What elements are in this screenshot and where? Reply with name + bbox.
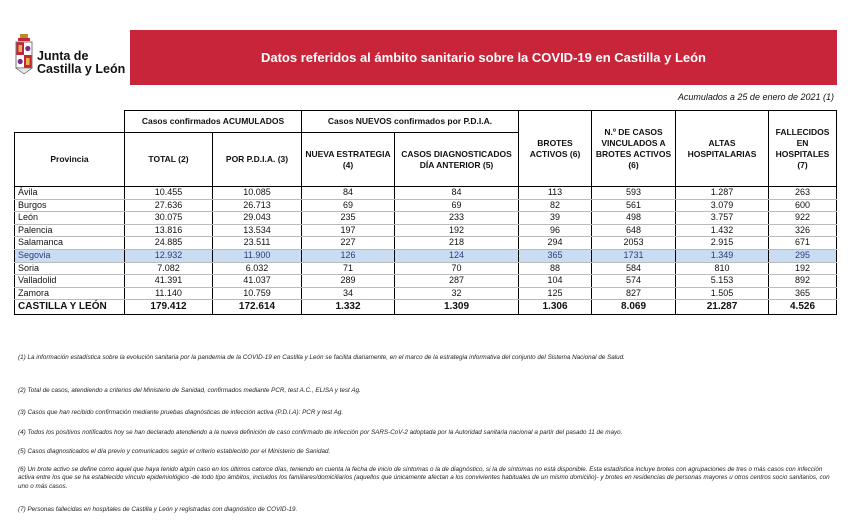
total-brotes: 1.306 [519, 300, 592, 315]
cell-brotes: 96 [519, 224, 592, 237]
cell-nueva: 197 [302, 224, 395, 237]
cell-provincia: León [15, 212, 125, 225]
group-header-nuevos: Casos NUEVOS confirmados por P.D.I.A. [302, 111, 519, 133]
cell-pdia: 41.037 [213, 275, 302, 288]
cell-total: 24.885 [125, 237, 213, 250]
cell-altas: 5.153 [676, 275, 769, 288]
table-row [15, 237, 837, 250]
header-vinculados: N.º DE CASOS VINCULADOS A BROTES ACTIVOS (6) [592, 111, 676, 187]
cell-vinculados: 498 [592, 212, 676, 225]
cell-fallecidos: 600 [769, 199, 837, 212]
table-row [15, 249, 837, 262]
cell-fallecidos: 922 [769, 212, 837, 225]
cell-total: 13.816 [125, 224, 213, 237]
footnote-3: (3) Casos que han recibido confirmación mediante pruebas diagnósticas de infección activa (P.D.I.A): PCR y test Ag. [18, 409, 344, 416]
footnote-2: (2) Total de casos, atendiendo a criterios del Ministerio de Sanidad, confirmados mediante PCR, test A.C., ELISA y test Ag. [18, 387, 361, 394]
header-casos-diagnosticados: CASOS DIAGNOSTICADOS DÍA ANTERIOR (5) [395, 133, 519, 187]
cell-casos-diag: 124 [395, 249, 519, 262]
cell-fallecidos: 263 [769, 187, 837, 200]
title-banner [130, 30, 837, 85]
table-row [15, 199, 837, 212]
cell-brotes: 82 [519, 199, 592, 212]
cell-nueva: 126 [302, 249, 395, 262]
table-row [15, 187, 837, 200]
cell-total: 41.391 [125, 275, 213, 288]
cell-pdia: 29.043 [213, 212, 302, 225]
cell-vinculados: 827 [592, 287, 676, 300]
cell-provincia: Ávila [15, 187, 125, 200]
header-altas: ALTAS HOSPITALARIAS [676, 111, 769, 187]
cell-brotes: 39 [519, 212, 592, 225]
cell-altas: 2.915 [676, 237, 769, 250]
cell-altas: 1.287 [676, 187, 769, 200]
coat-of-arms-icon [14, 34, 34, 78]
banner-title: Datos referidos al ámbito sanitario sobre la COVID-19 en Castilla y León [260, 50, 706, 65]
total-altas: 21.287 [676, 300, 769, 315]
footnote-5: (5) Casos diagnosticados el día previo y comunicados según el criterio establecido por el Ministerio de Sanidad. [18, 448, 331, 455]
cell-pdia: 11.900 [213, 249, 302, 262]
table-row [15, 287, 837, 300]
cell-altas: 1.505 [676, 287, 769, 300]
cell-provincia: Salamanca [15, 237, 125, 250]
cell-brotes: 104 [519, 275, 592, 288]
cell-pdia: 26.713 [213, 199, 302, 212]
header-provincia: Provincia [15, 133, 125, 187]
cell-total: 7.082 [125, 262, 213, 275]
cell-fallecidos: 892 [769, 275, 837, 288]
total-nueva: 1.332 [302, 300, 395, 315]
cell-nueva: 227 [302, 237, 395, 250]
cell-pdia: 6.032 [213, 262, 302, 275]
cell-total: 12.932 [125, 249, 213, 262]
footnote-6: (6) Un brote activo se define como aquel que haya tenido algún caso en los últimos catorce días, teniendo en cuenta la fecha de inicio de síntomas o la de diagnóstico, si la de síntomas no está disponible. Esta estadística incluye brotes con agrupaciones de tres o más casos con infección activa entre los que se ha establecido vínculo epidemiológico -de todo tipo ámbitos, incluidos los familiares/domiciliarios (aquellos que únicamente afectan a los convivientes habituales de un mismo domicilio)- y brotes en residencias de personas mayores u otros centros socio sanitarios, con uno o más casos. [18, 466, 830, 490]
cell-pdia: 23.511 [213, 237, 302, 250]
logo-text [37, 50, 125, 76]
cell-nueva: 289 [302, 275, 395, 288]
cell-nueva: 84 [302, 187, 395, 200]
cell-casos-diag: 233 [395, 212, 519, 225]
cell-nueva: 69 [302, 199, 395, 212]
footnote-1: (1) La información estadística sobre la evolución sanitaria por la pandemia de la COVID-19 en Castilla y León se facilita diariamente, en el marco de la estrategia informativa del conjunto del Sistema Nacional de Salud. [18, 354, 625, 361]
total-row [15, 300, 837, 315]
cell-altas: 810 [676, 262, 769, 275]
cell-vinculados: 648 [592, 224, 676, 237]
cell-provincia: Zamora [15, 287, 125, 300]
cell-total: 30.075 [125, 212, 213, 225]
cell-casos-diag: 192 [395, 224, 519, 237]
cell-vinculados: 2053 [592, 237, 676, 250]
header-pdia: POR P.D.I.A. (3) [213, 133, 302, 187]
group-header-acumulados: Casos confirmados ACUMULADOS [125, 111, 302, 133]
cell-provincia: Soria [15, 262, 125, 275]
cell-pdia: 10.759 [213, 287, 302, 300]
cell-total: 10.455 [125, 187, 213, 200]
cell-casos-diag: 32 [395, 287, 519, 300]
cell-brotes: 125 [519, 287, 592, 300]
table-row [15, 275, 837, 288]
cell-fallecidos: 671 [769, 237, 837, 250]
footnote-4: (4) Todos los positivos notificados hoy se han declarado atendiendo a la nueva definición de caso confirmado de infección por SARS-CoV-2 adoptada por la Autoridad sanitaria nacional a partir del pasado 11 de mayo. [18, 429, 623, 436]
cell-casos-diag: 287 [395, 275, 519, 288]
cell-pdia: 10.085 [213, 187, 302, 200]
cell-casos-diag: 218 [395, 237, 519, 250]
cell-vinculados: 561 [592, 199, 676, 212]
cell-nueva: 34 [302, 287, 395, 300]
cell-vinculados: 1731 [592, 249, 676, 262]
cell-altas: 1.349 [676, 249, 769, 262]
cell-casos-diag: 69 [395, 199, 519, 212]
cell-nueva: 235 [302, 212, 395, 225]
total-total: 179.412 [125, 300, 213, 315]
cell-altas: 3.079 [676, 199, 769, 212]
cell-brotes: 365 [519, 249, 592, 262]
logo-line2: Castilla y León [37, 62, 126, 76]
cell-provincia: Palencia [15, 224, 125, 237]
cell-brotes: 88 [519, 262, 592, 275]
cell-altas: 3.757 [676, 212, 769, 225]
header-fallecidos: FALLECIDOS EN HOSPITALES (7) [769, 111, 837, 187]
cell-vinculados: 593 [592, 187, 676, 200]
cell-casos-diag: 84 [395, 187, 519, 200]
logo-line1: Junta de [37, 49, 89, 63]
header-nueva-estrategia: NUEVA ESTRATEGIA (4) [302, 133, 395, 187]
cell-fallecidos: 326 [769, 224, 837, 237]
total-pdia: 172.614 [213, 300, 302, 315]
table-row [15, 262, 837, 275]
cell-pdia: 13.534 [213, 224, 302, 237]
cell-nueva: 71 [302, 262, 395, 275]
total-casos-diag: 1.309 [395, 300, 519, 315]
cell-vinculados: 574 [592, 275, 676, 288]
covid-data-table [14, 110, 837, 315]
cell-provincia: Segovia [15, 249, 125, 262]
cell-vinculados: 584 [592, 262, 676, 275]
cell-total: 27.636 [125, 199, 213, 212]
cell-brotes: 113 [519, 187, 592, 200]
total-vinculados: 8.069 [592, 300, 676, 315]
cell-altas: 1.432 [676, 224, 769, 237]
cell-provincia: Burgos [15, 199, 125, 212]
junta-logo [14, 34, 130, 84]
table-row [15, 224, 837, 237]
total-fallecidos: 4.526 [769, 300, 837, 315]
header-brotes: BROTES ACTIVOS (6) [519, 111, 592, 187]
header-blank [15, 111, 125, 133]
date-note: Acumulados a 25 de enero de 2021 (1) [677, 92, 834, 102]
cell-fallecidos: 365 [769, 287, 837, 300]
cell-total: 11.140 [125, 287, 213, 300]
table-row [15, 212, 837, 225]
cell-brotes: 294 [519, 237, 592, 250]
cell-provincia: Valladolid [15, 275, 125, 288]
cell-fallecidos: 295 [769, 249, 837, 262]
header-total: TOTAL (2) [125, 133, 213, 187]
cell-casos-diag: 70 [395, 262, 519, 275]
cell-fallecidos: 192 [769, 262, 837, 275]
table-body [15, 187, 837, 315]
footnote-7: (7) Personas fallecidas en hospitales de Castilla y León y registradas con diagnóstico de COVID-19. [18, 506, 298, 513]
total-provincia: CASTILLA Y LEÓN [15, 300, 125, 315]
